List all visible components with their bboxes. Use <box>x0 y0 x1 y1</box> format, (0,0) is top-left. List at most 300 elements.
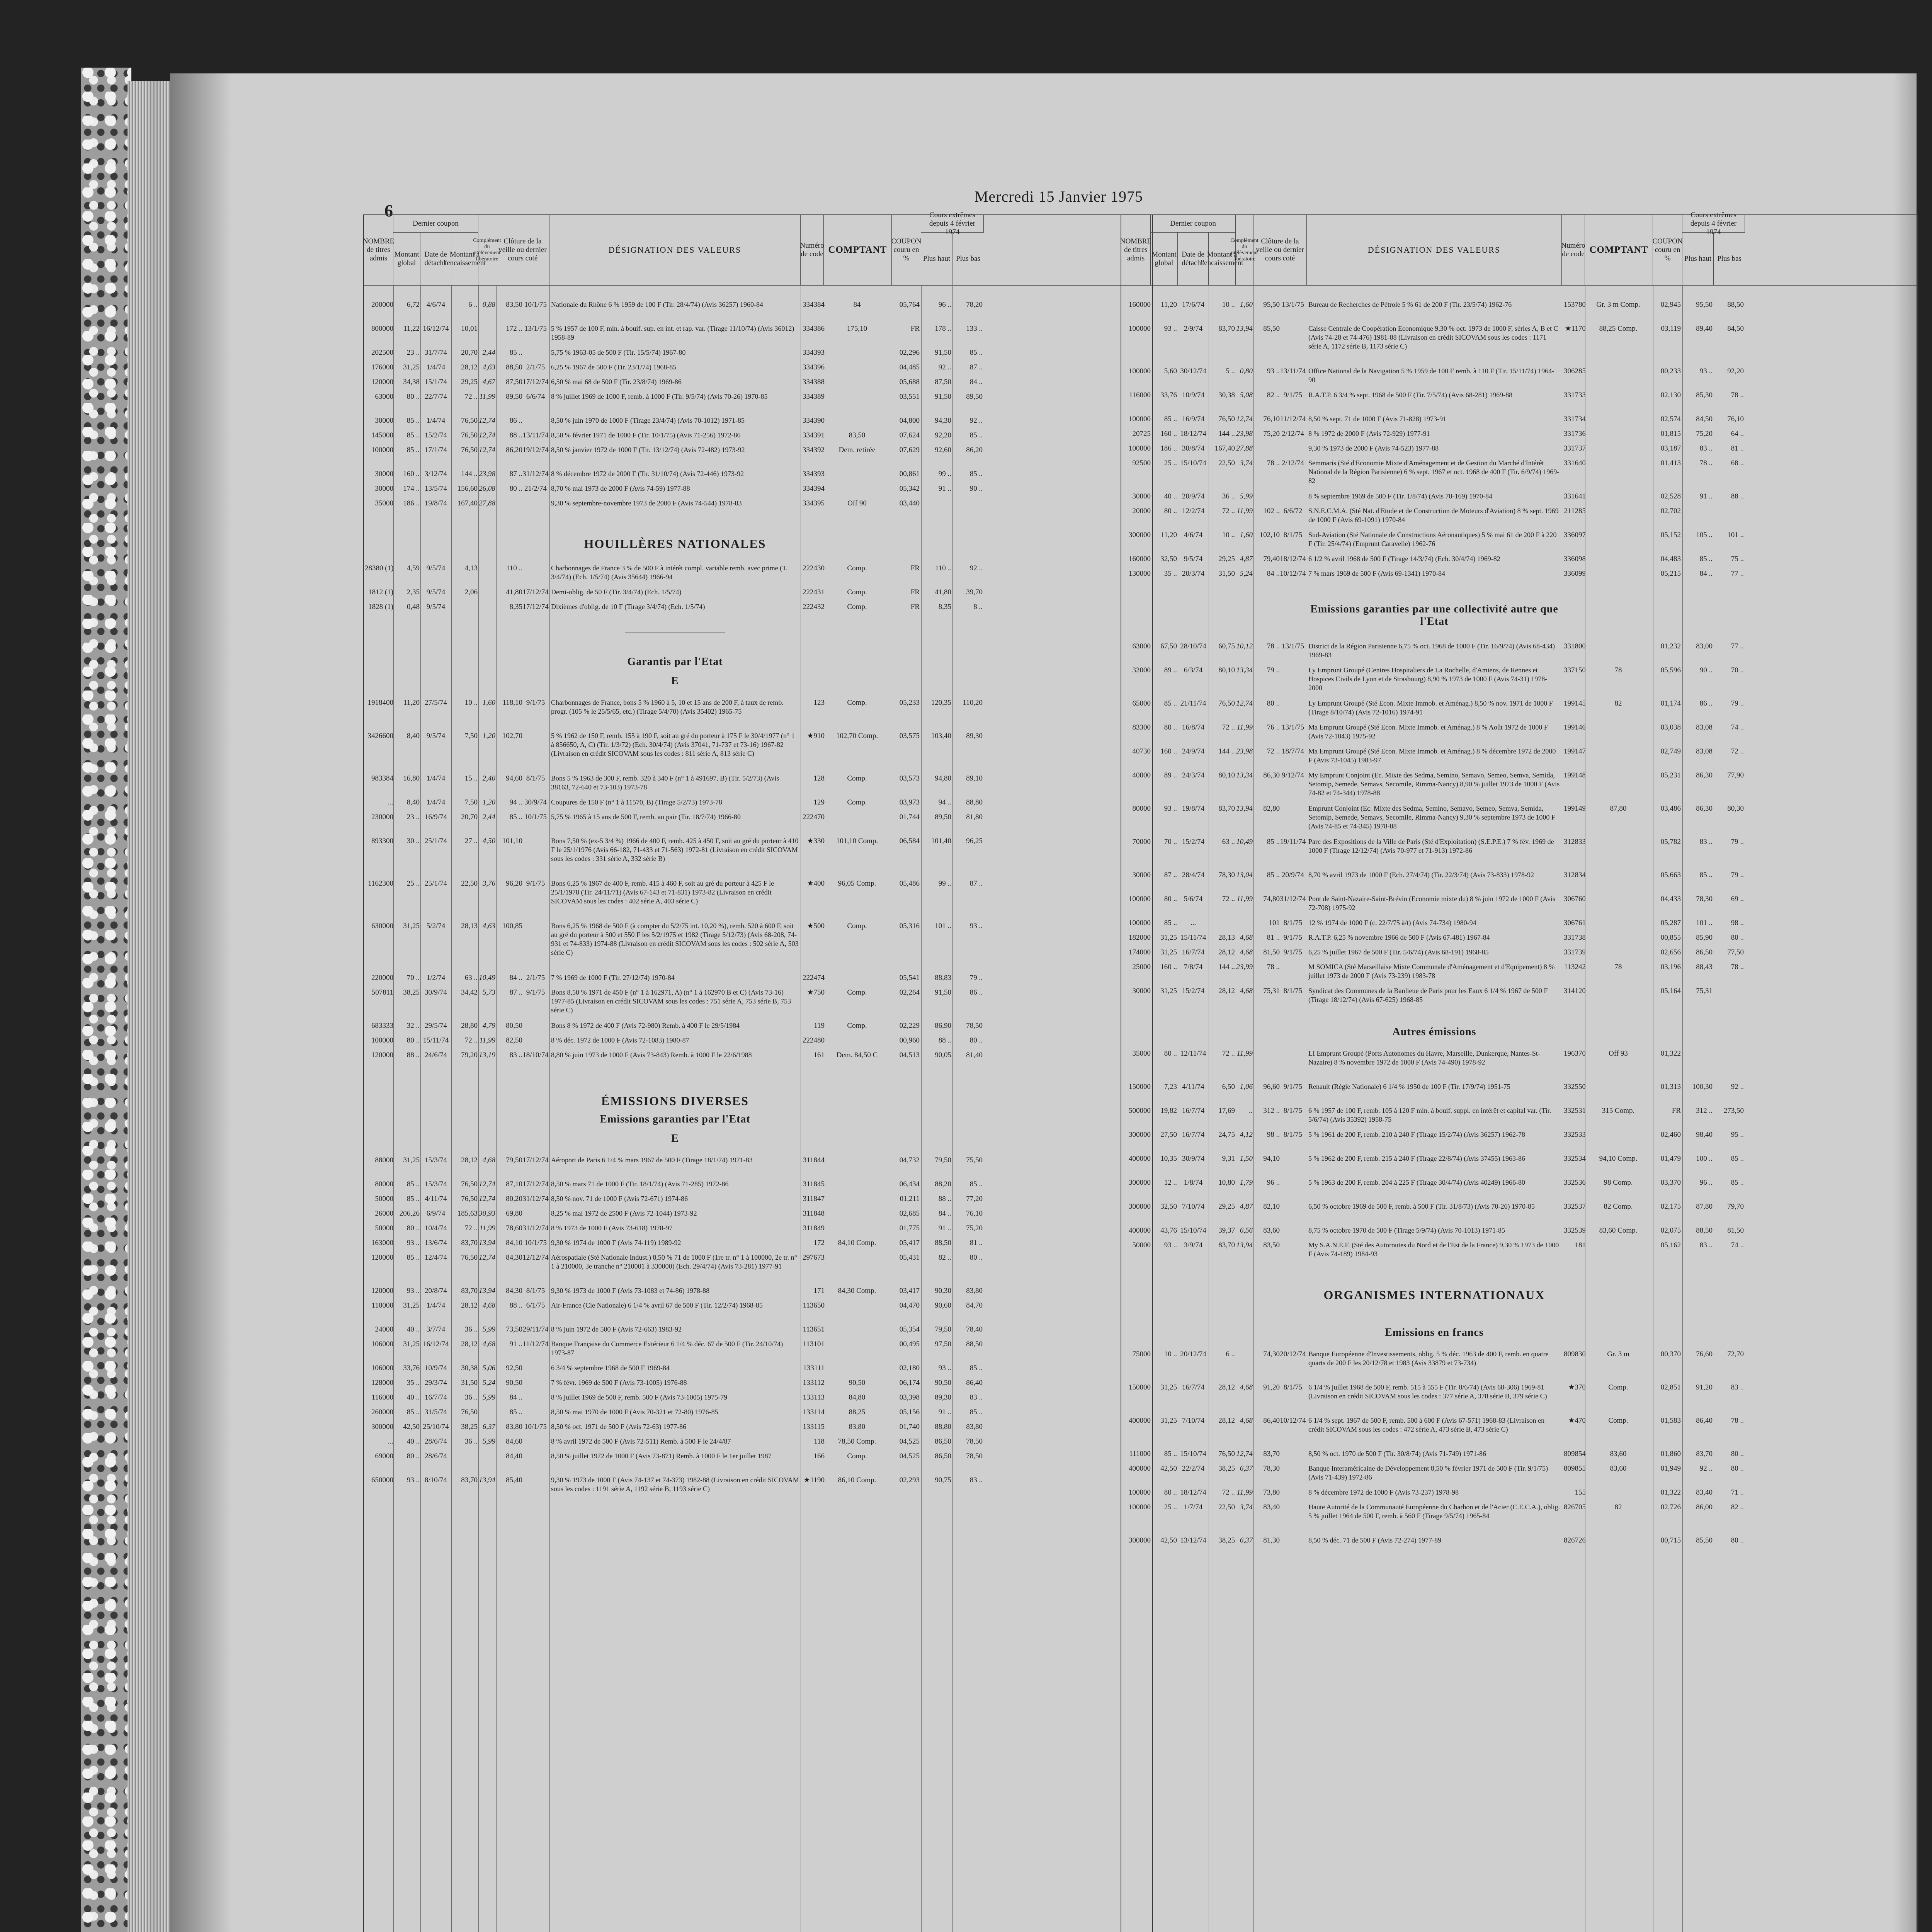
cell-me: 80,10 <box>1218 666 1235 674</box>
cell-cd: 13/11/74 <box>522 431 549 439</box>
cell-code: 311848 <box>803 1209 825 1218</box>
cell-cc: 05,231 <box>1660 771 1681 779</box>
designation-cell: 6 1/4 % juillet 1968 de 500 F, remb. 515 à 555 F (Tir. 8/6/74) (Avis 68-306) 1969-81 (Livraison en crédit SICOVAM sous les codes : 377 série A, 378 série B, 379 série C) <box>1308 1383 1547 1400</box>
cell-dt: 4/11/74 <box>1182 1083 1204 1091</box>
cell-pb: 89,50 <box>966 393 983 401</box>
header-complement: Complément du prélèvement libératoire <box>478 215 496 285</box>
cell-dt: 9/5/74 <box>426 732 446 740</box>
cell-cp: 4,68 <box>1240 1383 1253 1391</box>
cell-mg: 85 .. <box>1164 919 1177 927</box>
cell-mg: 11,20 <box>1160 301 1177 309</box>
cell-dt: 15/10/74 <box>1180 459 1206 467</box>
cell-mg: 85 .. <box>1164 1450 1177 1458</box>
cell-ph: 101 .. <box>1696 919 1713 927</box>
header-nombre-titres: NOMBRE de titres admis <box>1121 215 1151 285</box>
cell-cp: 27,88 <box>479 499 495 507</box>
cell-ph: 91,50 <box>935 393 951 401</box>
cell-me: 36 .. <box>464 1393 478 1401</box>
cell-mg: 93 .. <box>406 1239 420 1247</box>
cell-code: 312833 <box>1564 838 1586 846</box>
cell-dt: 7/8/74 <box>1184 963 1203 971</box>
cell-ph: 87,50 <box>935 378 951 386</box>
designation-cell: Bons 7,50 % (ex-5 3/4 %) 1966 de 400 F, remb. 425 à 450 F, soit au gré du porteur à 410 F le 25/1/1976 (Avis 66-182, 71-433 et 71-563) 1972-81 (Livraison en crédit SICOVAM sous les codes : 331 série A, 332 série B) <box>551 837 799 863</box>
cell-code: 311847 <box>803 1195 825 1203</box>
cell-dt: 7/10/74 <box>1182 1417 1205 1425</box>
designation-cell: 5 % 1962 de 200 F, remb. 215 à 240 F (Tirage 22/8/74) (Avis 37455) 1963-86 <box>1308 1155 1526 1162</box>
cell-cl: 83,70 <box>1263 1450 1280 1458</box>
designation-cell: 8,70 % mai 1973 de 2000 F (Avis 74-59) 1977-88 <box>551 485 690 492</box>
cell-mg: 85 .. <box>1164 699 1177 707</box>
designation-cell: 6 % 1957 de 100 F, remb. 105 à 120 F min. à bouif. suppl. en intérêt et capital var. (Tir. 5/6/74) (Avis 35392) 1958-75 <box>1308 1107 1551 1124</box>
cell-n: 24000 <box>375 1325 393 1333</box>
cell-dt: 18/12/74 <box>1180 430 1206 438</box>
cell-me: 10,01 <box>461 325 478 333</box>
cell-dt: 16/7/74 <box>424 1393 447 1401</box>
left-quote-table <box>362 211 1153 1932</box>
cell-ph: 95,50 <box>1696 301 1713 309</box>
cell-mg: 31,25 <box>1160 948 1177 956</box>
cell-me: 38,25 <box>1218 1464 1235 1473</box>
section-subheading: Emissions garanties par l'Etat <box>600 1113 750 1125</box>
cell-cp: 5,24 <box>482 1379 495 1387</box>
cell-dt: 12/11/74 <box>1180 1049 1206 1058</box>
cell-cp: 10,49 <box>479 974 495 982</box>
cell-dt: 10/9/74 <box>424 1364 447 1372</box>
cell-cl: 80,50 <box>506 1022 522 1030</box>
cell-n: 202500 <box>371 349 393 357</box>
designation-cell: 8,50 % janvier 1972 de 1000 F (Tir. 13/12/74) (Avis 72-482) 1973-92 <box>551 446 745 454</box>
cell-n: 220000 <box>371 974 393 982</box>
cell-mg: 85 .. <box>406 1195 420 1203</box>
cell-n: 63000 <box>375 393 393 401</box>
cell-cc: 05,431 <box>899 1253 920 1262</box>
cell-cpt: 86,10 Comp. <box>838 1476 876 1484</box>
cell-cl: 79,50 <box>506 1156 522 1164</box>
cell-cd: 13/11/74 <box>1280 367 1306 375</box>
cell-cpt: Gr. 3 m Comp. <box>1596 301 1640 309</box>
cell-cl: 102,10 <box>1259 531 1280 539</box>
cell-me: 72 .. <box>1222 723 1235 731</box>
cell-mg: 25 .. <box>406 879 420 888</box>
cell-cl: 84,60 <box>506 1437 522 1446</box>
cell-ph: 85 .. <box>1699 871 1713 879</box>
cell-mg: 11,22 <box>403 325 420 333</box>
cell-code: 166 <box>813 1452 825 1460</box>
cell-dt: 3/7/74 <box>426 1325 446 1333</box>
cell-ph: 83,08 <box>1696 747 1713 755</box>
cell-dt: 24/9/74 <box>1182 747 1205 755</box>
cell-cc: 02,851 <box>1660 1383 1681 1391</box>
cell-ph: 83,70 <box>1696 1450 1713 1458</box>
cell-cp: 1,79 <box>1240 1179 1253 1187</box>
cell-cd: 8/1/75 <box>526 1287 545 1295</box>
cell-dt: 24/6/74 <box>424 1051 447 1059</box>
cell-code: 334386 <box>803 325 825 333</box>
cell-cl: 41,80 <box>506 588 522 596</box>
cell-cc: 03,196 <box>1660 963 1681 971</box>
cell-mg: 5,60 <box>1164 367 1177 375</box>
designation-cell: 7 % févr. 1969 de 500 F (Avis 73-1005) 1976-88 <box>551 1379 687 1386</box>
cell-ph: 85 .. <box>1699 555 1713 563</box>
cell-code: 334395 <box>803 499 825 507</box>
cell-cl: 88,50 <box>506 363 522 371</box>
designation-cell: R.A.T.P. 6,25 % novembre 1966 de 500 F (Avis 67-481) 1967-84 <box>1308 934 1490 941</box>
designation-cell: Charbonnages de France, bons 5 % 1960 à 5, 10 et 15 ans de 200 F, à taux de remb. progr. (105 % le 25/5/65, etc.) (Tirage 5/4/70) (Avis 35402) 1965-75 <box>551 699 784 716</box>
cell-cl: 84 .. <box>509 974 522 982</box>
cell-n: 116000 <box>1129 391 1151 399</box>
cell-dt: 27/5/74 <box>424 699 447 707</box>
cell-n: 100000 <box>1129 367 1151 375</box>
cell-pb: 79 .. <box>1731 699 1744 707</box>
cell-pb: 8 .. <box>973 603 983 611</box>
cell-cd: 17/12/74 <box>522 603 549 611</box>
cell-cl: 85 .. <box>509 813 522 821</box>
cell-pb: 78 .. <box>1731 963 1744 971</box>
cell-cl: 82 .. <box>1267 391 1280 399</box>
cell-cd: 8/1/75 <box>1283 987 1303 995</box>
cell-cp: 4,67 <box>482 378 495 386</box>
cell-me: 76,50 <box>461 1195 478 1203</box>
cell-cpt: Comp. <box>847 588 867 596</box>
cell-me: 22,50 <box>1218 1503 1235 1511</box>
cell-mg: 10,35 <box>1160 1155 1177 1163</box>
cell-cc: 06,584 <box>899 837 920 845</box>
section-heading: Garantis par l'Etat <box>627 656 723 668</box>
header-cours-extremes: Cours extrêmes depuis 4 février 1974 <box>1682 215 1745 233</box>
cell-code: 331733 <box>1564 391 1586 399</box>
cell-mg: 33,76 <box>403 1364 420 1372</box>
cell-mg: 80 .. <box>1164 723 1177 731</box>
cell-me: 6 .. <box>1226 1350 1235 1358</box>
cell-cp: 5,06 <box>482 1364 495 1372</box>
cell-cl: 83,50 <box>1263 1241 1280 1249</box>
cell-cc: 03,187 <box>1660 444 1681 452</box>
cell-cd: 8/1/75 <box>1283 531 1303 539</box>
cell-cc: 02,075 <box>1660 1226 1681 1235</box>
cell-cl: 100,85 <box>502 922 522 930</box>
cell-cl: 79,40 <box>1263 555 1280 563</box>
cell-n: 35000 <box>375 499 393 507</box>
cell-cd: 8/1/75 <box>1283 1383 1303 1391</box>
designation-cell: 8 % 1972 de 2000 F (Avis 72-929) 1977-91 <box>1308 430 1430 437</box>
cell-dt: 13/12/74 <box>1180 1536 1206 1544</box>
cell-cl: 78,30 <box>1263 1464 1280 1473</box>
cell-code: 332533 <box>1564 1131 1586 1139</box>
header-montant-encaissement: Montant à l'encaissement <box>451 233 478 285</box>
cell-cl: 110 .. <box>506 564 522 572</box>
cell-dt: 29/3/74 <box>424 1379 447 1387</box>
cell-ph: 86,50 <box>935 1452 951 1460</box>
cell-cl: 101,10 <box>502 837 522 845</box>
cell-me: 76,50 <box>1218 699 1235 707</box>
cell-ph: 86,30 <box>1696 804 1713 813</box>
cell-cl: 82,80 <box>1263 804 1280 813</box>
cell-cp: 13,94 <box>1236 1241 1253 1249</box>
cell-code: 809830 <box>1564 1350 1586 1358</box>
cell-dt: 4/11/74 <box>425 1195 447 1203</box>
cell-dt: 6/3/74 <box>1184 666 1203 674</box>
cell-ph: 97,50 <box>935 1340 951 1348</box>
cell-cc: 01,860 <box>1660 1450 1681 1458</box>
cell-mg: 80 .. <box>1164 1049 1177 1058</box>
cell-cp: 3,74 <box>1240 1503 1253 1511</box>
cell-me: 27 .. <box>464 837 478 845</box>
column-rule <box>393 285 394 1932</box>
cell-mg: 160 .. <box>1160 747 1177 755</box>
cell-cl: 96 .. <box>1267 1179 1280 1187</box>
cell-cc: 01,815 <box>1660 430 1681 438</box>
designation-cell: 8,70 % avril 1973 de 1000 F (Ech. 27/4/74) (Tir. 22/3/74) (Avis 73-833) 1978-92 <box>1308 871 1534 879</box>
cell-cd: 18/10/74 <box>522 1051 549 1059</box>
cell-pb: 83,80 <box>966 1423 983 1431</box>
cell-code: 133114 <box>803 1408 825 1416</box>
cell-mg: 2,35 <box>406 588 420 596</box>
cell-cp: 5,99 <box>482 1325 495 1333</box>
cell-code: 222432 <box>803 603 825 611</box>
cell-n: 116000 <box>371 1393 393 1401</box>
cell-n: 100000 <box>1129 1488 1151 1497</box>
cell-code: 199146 <box>1564 723 1586 731</box>
cell-n: 63000 <box>1132 642 1151 650</box>
cell-cc: 05,152 <box>1660 531 1681 539</box>
header-designation: DÉSIGNATION DES VALEURS <box>1307 215 1562 285</box>
cell-code: ★500 <box>807 922 825 930</box>
cell-me: 144 .. <box>1218 430 1235 438</box>
cell-cc: 05,541 <box>899 974 920 982</box>
cell-cl: 101 <box>1269 919 1280 927</box>
header-date-detach: Date de détach't <box>1178 233 1209 285</box>
cell-cd: 9/12/74 <box>1281 771 1304 779</box>
cell-me: 83,70 <box>461 1287 478 1295</box>
cell-cl: 86,20 <box>506 446 522 454</box>
cell-me: 6 .. <box>468 301 478 309</box>
cell-cd: 17/12/74 <box>522 1180 549 1188</box>
cell-cl: 87,10 <box>506 1180 522 1188</box>
cell-pb: 75,20 <box>966 1224 983 1232</box>
designation-cell: Charbonnages de France 3 % de 500 F à intérêt compl. variable remb. avec prime (T. 3/4/74) (Ech. 1/5/74) (Avis 35644) 1966-94 <box>551 564 788 581</box>
header-dernier-coupon: Dernier coupon <box>1151 215 1236 233</box>
cell-dt: 10/9/74 <box>1182 391 1205 399</box>
cell-cp: 13,94 <box>479 1239 495 1247</box>
section-heading: ÉMISSIONS DIVERSES <box>601 1094 749 1108</box>
cell-n: 120000 <box>371 1253 393 1262</box>
cell-me: 36 .. <box>464 1437 478 1446</box>
cell-code: ★750 <box>807 988 825 997</box>
cell-dt: 15/11/74 <box>423 1036 449 1044</box>
cell-cp: 5,24 <box>1240 570 1253 578</box>
cell-cd: 31/12/74 <box>522 1224 549 1232</box>
cell-cpt: Gr. 3 m <box>1607 1350 1629 1358</box>
cell-code: 332539 <box>1564 1226 1586 1235</box>
cell-cpt: 78,50 Comp. <box>838 1437 876 1446</box>
cell-cl: 74,30 <box>1263 1350 1280 1358</box>
designation-cell: Demi-oblig. de 50 F (Tir. 3/4/74) (Ech. 1/5/74) <box>551 588 682 596</box>
cell-code: 222431 <box>803 588 825 596</box>
cell-me: 31,50 <box>461 1379 478 1387</box>
cell-pb: 81,40 <box>966 1051 983 1059</box>
cell-cl: 84 .. <box>1267 570 1280 578</box>
cell-cl: 78,60 <box>506 1224 522 1232</box>
designation-cell: Ma Emprunt Groupé (Sté Econ. Mixte Immob. et Aménag.) 8 % Août 1972 de 1000 F (Avis 72-1043) 1975-92 <box>1308 723 1548 740</box>
designation-cell: 8,50 % oct. 1970 de 500 F (Tir. 30/8/74) (Avis 71-749) 1971-86 <box>1308 1450 1486 1458</box>
designation-cell: Caisse Centrale de Coopération Economique 9,30 % oct. 1973 de 1000 F, séries A, B et C (Avis 74-28 et 74-476) 1981-88 (Livraison en crédit SICOVAM sous les codes : 1171 série A, 1172 série B, 1173 série C) <box>1308 325 1558 350</box>
cell-me: 72 .. <box>464 393 478 401</box>
cell-me: 83,70 <box>1218 1241 1235 1249</box>
cell-cp: 4,63 <box>482 363 495 371</box>
cell-dt: 16/7/74 <box>1182 1383 1205 1391</box>
column-rule <box>1253 285 1254 1932</box>
cell-mg: 33,76 <box>1160 391 1177 399</box>
cell-cl: 312 .. <box>1263 1107 1280 1115</box>
cell-n: 83300 <box>1132 723 1151 731</box>
cell-cl: 89,50 <box>506 393 522 401</box>
cell-n: ... <box>388 1437 393 1446</box>
cell-ph: 86,40 <box>1696 1417 1713 1425</box>
cell-mg: 80 .. <box>406 1036 420 1044</box>
cell-dt: 15/1/74 <box>424 378 447 386</box>
cell-code: ★400 <box>807 879 825 888</box>
header-plus-bas: Plus bas <box>956 254 980 263</box>
cell-cp: 11,99 <box>1236 1049 1253 1058</box>
cell-pb: 86 .. <box>969 988 983 997</box>
cell-cp: 4,68 <box>482 1156 495 1164</box>
cell-cpt: Comp. <box>847 603 867 611</box>
cell-code: 133112 <box>803 1379 825 1387</box>
column-rule <box>549 285 550 1932</box>
cell-mg: 67,50 <box>1160 642 1177 650</box>
cell-cd: 17/12/74 <box>522 1156 549 1164</box>
cell-cd: 9/1/75 <box>1283 1083 1303 1091</box>
cell-pb: 133 .. <box>966 325 983 333</box>
cell-code: 332550 <box>1564 1083 1586 1091</box>
cell-dt: 2/9/74 <box>1184 325 1203 333</box>
cell-cp: 5,99 <box>482 1437 495 1446</box>
cell-me: 36 .. <box>1222 492 1235 500</box>
designation-cell: 8,50 % juin 1970 de 1000 F (Tirage 23/4/74) (Avis 70-1012) 1971-85 <box>551 417 745 424</box>
cell-pb: 78,20 <box>966 301 983 309</box>
cell-cpt: 78 <box>1614 963 1622 971</box>
cell-n: 150000 <box>1129 1383 1151 1391</box>
cell-cc: 03,119 <box>1661 325 1681 333</box>
cell-code: 153780 <box>1564 301 1586 309</box>
cell-n: 1812 (1) <box>368 588 393 596</box>
cell-dt: 30/8/74 <box>1182 444 1205 452</box>
cell-cc: 02,460 <box>1660 1131 1681 1139</box>
designation-cell: S.N.E.C.M.A. (Sté Nat. d'Etude et de Construction de Moteurs d'Aviation) 8 % sept. 1969 de 1000 F (Avis 69-1091) 1970-84 <box>1308 507 1559 524</box>
cell-cc: 02,945 <box>1660 301 1681 309</box>
cell-pb: 72,70 <box>1727 1350 1744 1358</box>
cell-cd: 6/1/75 <box>526 1301 545 1310</box>
cell-mg: 40 .. <box>406 1437 420 1446</box>
cell-cc: 00,855 <box>1660 934 1681 942</box>
cell-cp: .. <box>1249 1107 1253 1115</box>
cell-cc: 05,764 <box>899 301 920 309</box>
cell-cl: 82,10 <box>1263 1202 1280 1211</box>
cell-dt: 15/11/74 <box>1180 934 1206 942</box>
designation-cell: 8 % juin 1972 de 500 F (Avis 72-663) 1983-92 <box>551 1325 682 1333</box>
cell-n: 300000 <box>1129 1179 1151 1187</box>
cell-dt: 16/12/74 <box>423 325 449 333</box>
cell-pb: 78,50 <box>966 1022 983 1030</box>
header-plus-haut: Plus haut <box>921 233 952 285</box>
cell-cpt: Comp. <box>1608 1383 1628 1391</box>
cell-cc: 05,316 <box>899 922 920 930</box>
designation-cell: 6 3/4 % septembre 1968 de 500 F 1969-84 <box>551 1364 670 1372</box>
cell-me: 28,13 <box>461 922 478 930</box>
cell-cpt: Comp. <box>847 1452 867 1460</box>
cell-cd: 2/1/75 <box>526 363 545 371</box>
cell-ph: 83 .. <box>1699 444 1713 452</box>
cell-cc: 00,233 <box>1660 367 1681 375</box>
cell-ph: 89,40 <box>1696 325 1713 333</box>
cell-cc: 01,744 <box>899 813 920 821</box>
cell-code: 809854 <box>1564 1450 1586 1458</box>
cell-me: 156,60 <box>457 485 478 493</box>
cell-me: 36 .. <box>464 1325 478 1333</box>
cell-cp: 11,99 <box>479 1224 495 1232</box>
cell-cp: 12,74 <box>479 1253 495 1262</box>
cell-cl: 83,80 <box>506 1423 522 1431</box>
cell-dt: 28/4/74 <box>1182 871 1205 879</box>
column-rule <box>420 285 421 1932</box>
cell-cd: 9/1/75 <box>526 988 545 997</box>
cell-cl: 86,30 <box>1263 771 1280 779</box>
cell-code: 306285 <box>1564 367 1586 375</box>
cell-cp: 4,87 <box>1240 555 1253 563</box>
cell-me: 83,70 <box>1218 325 1235 333</box>
cell-pb: 84,70 <box>966 1301 983 1310</box>
cell-me: 63 .. <box>464 974 478 982</box>
cell-cd: 31/12/74 <box>1280 895 1306 903</box>
cell-pb: 80,30 <box>1727 804 1744 813</box>
cell-cp: 6,56 <box>1240 1226 1253 1235</box>
cell-pb: 69 .. <box>1731 895 1744 903</box>
header-numero-code: Numéro de code <box>801 215 824 285</box>
cell-dt: 9/5/74 <box>426 588 446 596</box>
cell-n: 120000 <box>371 378 393 386</box>
cell-me: 76,50 <box>461 417 478 425</box>
cell-ph: 178 .. <box>935 325 951 333</box>
cell-code: 161 <box>813 1051 825 1059</box>
cell-code: 113650 <box>803 1301 825 1310</box>
header-montant-global: Montant global <box>393 233 420 285</box>
cell-me: 34,42 <box>461 988 478 997</box>
cell-cd: 11/12/74 <box>522 1340 549 1348</box>
cell-mg: 174 .. <box>403 485 420 493</box>
header-nombre-titres: NOMBRE de titres admis <box>364 215 393 285</box>
cell-mg: 31,25 <box>1160 1383 1177 1391</box>
cell-ph: 90 .. <box>1699 666 1713 674</box>
cell-cpt: 82 <box>1614 1503 1622 1511</box>
cell-n: ... <box>388 798 393 806</box>
cell-cc: 04,485 <box>899 363 920 371</box>
cell-cc: 02,180 <box>899 1364 920 1372</box>
designation-cell: Bons 6,25 % 1967 de 400 F, remb. 415 à 460 F, soit au gré du porteur à 425 F le 25/1/1978 (Tir. 24/11/71) (Avis 67-143 et 71-831) 1973-82 (Livraison en crédit SICOVAM sous les codes : 402 série A, 403 série C) <box>551 879 774 905</box>
cell-ph: 100 .. <box>1696 1155 1713 1163</box>
cell-code: 332537 <box>1564 1202 1586 1211</box>
cell-cd: 6/6/72 <box>1283 507 1303 515</box>
cell-dt: 15/2/74 <box>424 431 447 439</box>
cell-cl: 81 .. <box>1267 934 1280 942</box>
cell-cp: 12,74 <box>479 1195 495 1203</box>
cell-me: 144 .. <box>461 470 478 478</box>
cell-cc: FR <box>910 564 920 572</box>
cell-ph: 83,40 <box>1696 1488 1713 1497</box>
cell-cp: 1,20 <box>482 732 495 740</box>
cell-me: 7,50 <box>464 798 478 806</box>
cell-cc: 04,513 <box>899 1051 920 1059</box>
header-numero-code: Numéro de code <box>1562 215 1585 285</box>
